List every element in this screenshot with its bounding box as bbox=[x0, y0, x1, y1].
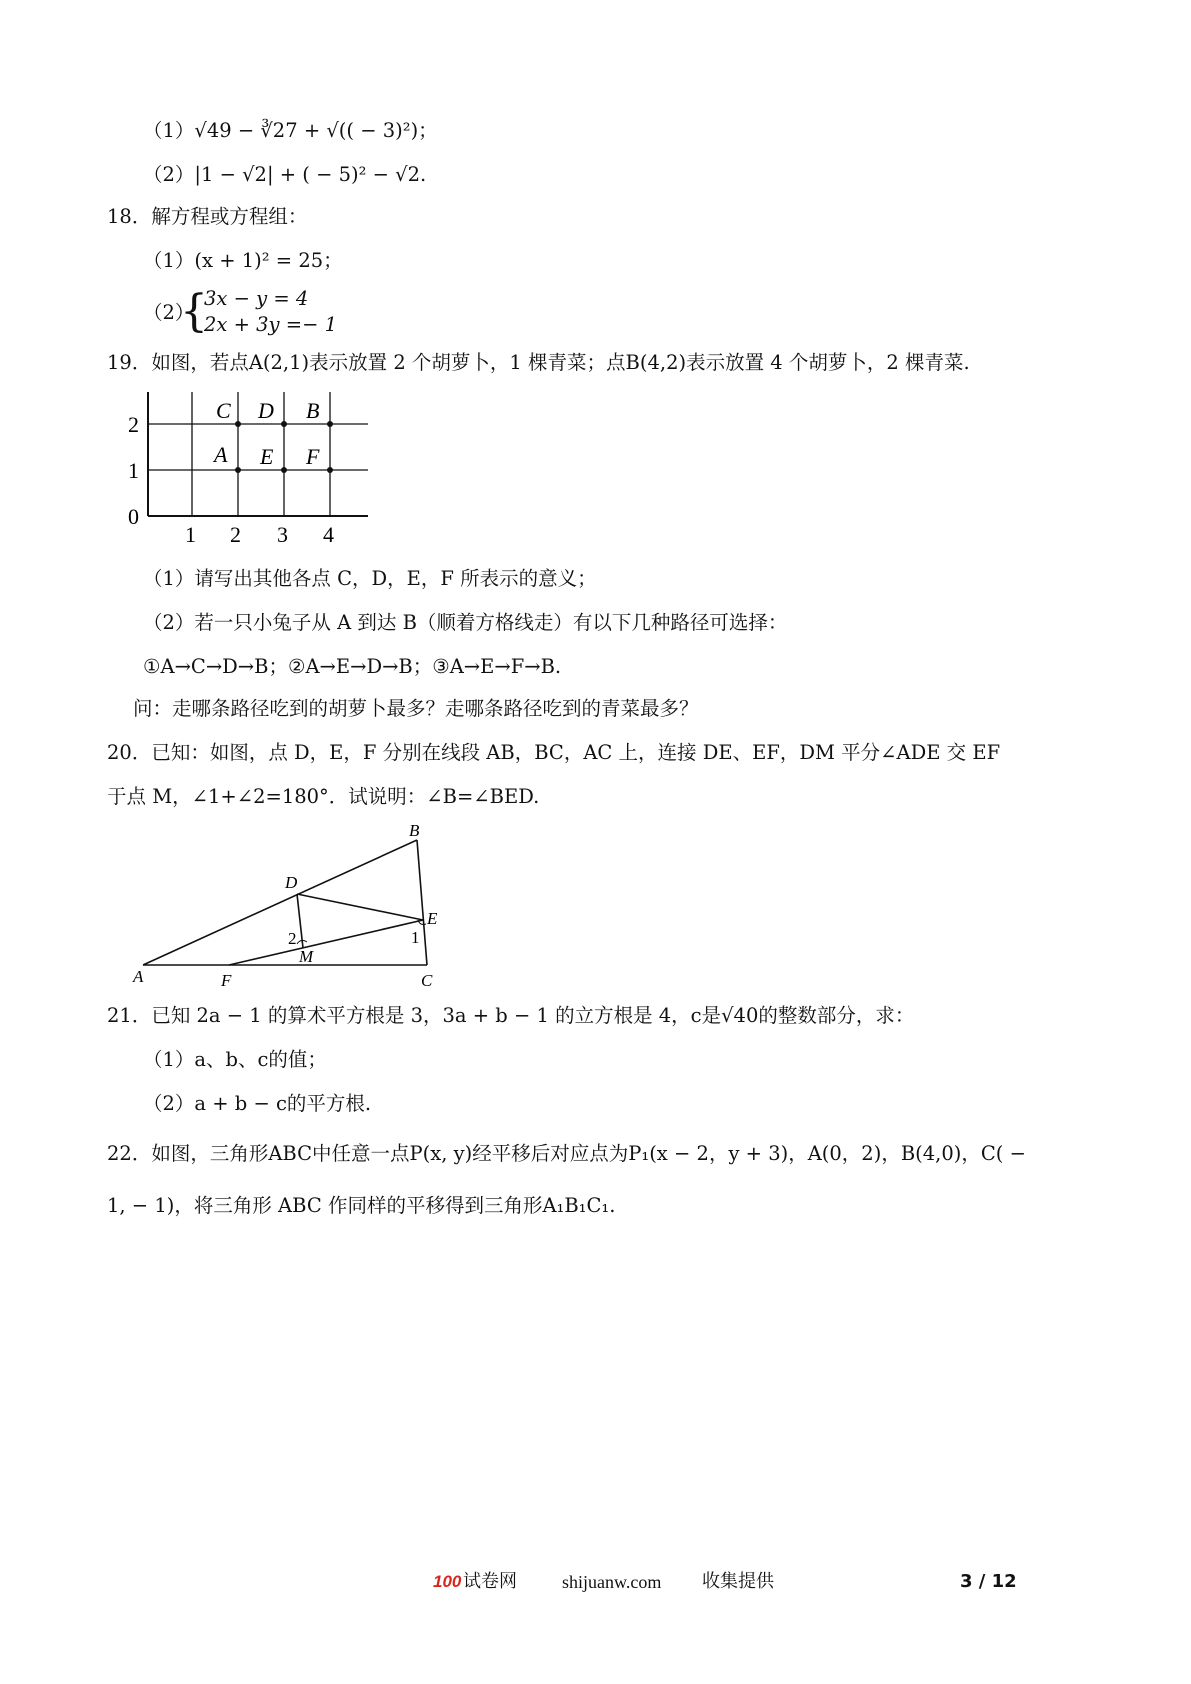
q18-system-eq1: 3x − y = 4 bbox=[204, 287, 309, 310]
y-label-2: 2 bbox=[128, 412, 139, 437]
label-a: A bbox=[133, 967, 144, 986]
point-d-label: D bbox=[258, 398, 274, 423]
point-d-dot bbox=[281, 421, 287, 427]
q22-line1: 22．如图，三角形ABC中任意一点P(x, y)经平移后对应点为P₁(x − 2，y + 3)，A(0，2)，B(4,0)，C( − bbox=[107, 1142, 1026, 1165]
q18-system-eq2: 2x + 3y =− 1 bbox=[204, 313, 338, 336]
q21-part2: （2）a + b − c的平方根. bbox=[143, 1092, 372, 1115]
y-label-0: 0 bbox=[128, 504, 139, 529]
segment-ab bbox=[143, 840, 417, 965]
q19-part2: （2）若一只小兔子从 A 到达 B（顺着方格线走）有以下几种路径可选择： bbox=[143, 611, 788, 634]
label-m: M bbox=[299, 947, 314, 966]
q17-part1: （1）√49 − ∛27 + √(( − 3)²)； bbox=[143, 119, 438, 142]
q20-line1: 20．已知：如图，点 D，E，F 分别在线段 AB，BC，AC 上，连接 DE、EF，DM 平分∠ADE 交 EF bbox=[107, 741, 1001, 764]
point-a-label: A bbox=[214, 442, 228, 467]
system-brace: { bbox=[180, 286, 208, 337]
q18-title: 18．解方程或方程组： bbox=[107, 205, 308, 228]
q21-part1: （1）a、b、c的值； bbox=[143, 1048, 327, 1071]
x-label-2: 2 bbox=[230, 522, 241, 547]
point-b-label: B bbox=[306, 398, 320, 423]
q19-title: 19．如图，若点A(2,1)表示放置 2 个胡萝卜，1 棵青菜；点B(4,2)表示放置 4 个胡萝卜，2 棵青菜. bbox=[107, 351, 970, 374]
point-a-dot bbox=[235, 467, 241, 473]
x-label-1: 1 bbox=[185, 522, 196, 547]
label-angle-1: 1 bbox=[411, 928, 420, 947]
footer-site-name: 试卷网 bbox=[463, 1571, 517, 1592]
y-label-1: 1 bbox=[128, 458, 139, 483]
label-c: C bbox=[421, 971, 433, 990]
segment-dm bbox=[297, 894, 303, 948]
q21-line1: 21．已知 2a − 1 的算术平方根是 3，3a + b − 1 的立方根是 4，c是√40的整数部分，求： bbox=[107, 1004, 915, 1027]
segment-ef bbox=[229, 920, 423, 965]
x-label-4: 4 bbox=[323, 522, 334, 547]
label-angle-2: 2 bbox=[288, 929, 297, 948]
point-c-dot bbox=[235, 421, 241, 427]
label-e: E bbox=[427, 909, 438, 928]
q17-part2: （2）|1 − √2| + ( − 5)² − √2. bbox=[143, 163, 427, 186]
page-number: 3 / 12 bbox=[960, 1571, 1017, 1592]
q20-line2: 于点 M，∠1+∠2=180°．试说明：∠B=∠BED. bbox=[107, 785, 540, 808]
label-b: B bbox=[409, 821, 420, 840]
label-f: F bbox=[221, 971, 232, 990]
x-label-3: 3 bbox=[277, 522, 288, 547]
site-logo: 100 bbox=[433, 1572, 462, 1591]
point-f-dot bbox=[327, 467, 333, 473]
point-e-label: E bbox=[260, 444, 274, 469]
point-f-label: F bbox=[306, 444, 320, 469]
footer-url[interactable]: shijuanw.com bbox=[562, 1572, 662, 1592]
q18-part2-label: （2） bbox=[143, 301, 195, 324]
point-b-dot bbox=[327, 421, 333, 427]
q19-paths: ①A→C→D→B；②A→E→D→B；③A→E→F→B. bbox=[143, 655, 562, 678]
q20-triangle-figure bbox=[125, 820, 455, 995]
footer-credit: 收集提供 bbox=[702, 1571, 774, 1592]
segment-de bbox=[297, 894, 423, 920]
q19-part1: （1）请写出其他各点 C，D，E，F 所表示的意义； bbox=[143, 567, 597, 590]
q19-question: 问：走哪条路径吃到的胡萝卜最多？走哪条路径吃到的青菜最多？ bbox=[133, 697, 699, 720]
point-c-label: C bbox=[216, 398, 231, 423]
point-e-dot bbox=[281, 467, 287, 473]
q18-part1: （1）(x + 1)² = 25； bbox=[143, 249, 343, 272]
q22-line2: 1, − 1)，将三角形 ABC 作同样的平移得到三角形A₁B₁C₁. bbox=[107, 1194, 616, 1217]
label-d: D bbox=[285, 873, 298, 892]
q19-grid-figure bbox=[120, 390, 380, 550]
